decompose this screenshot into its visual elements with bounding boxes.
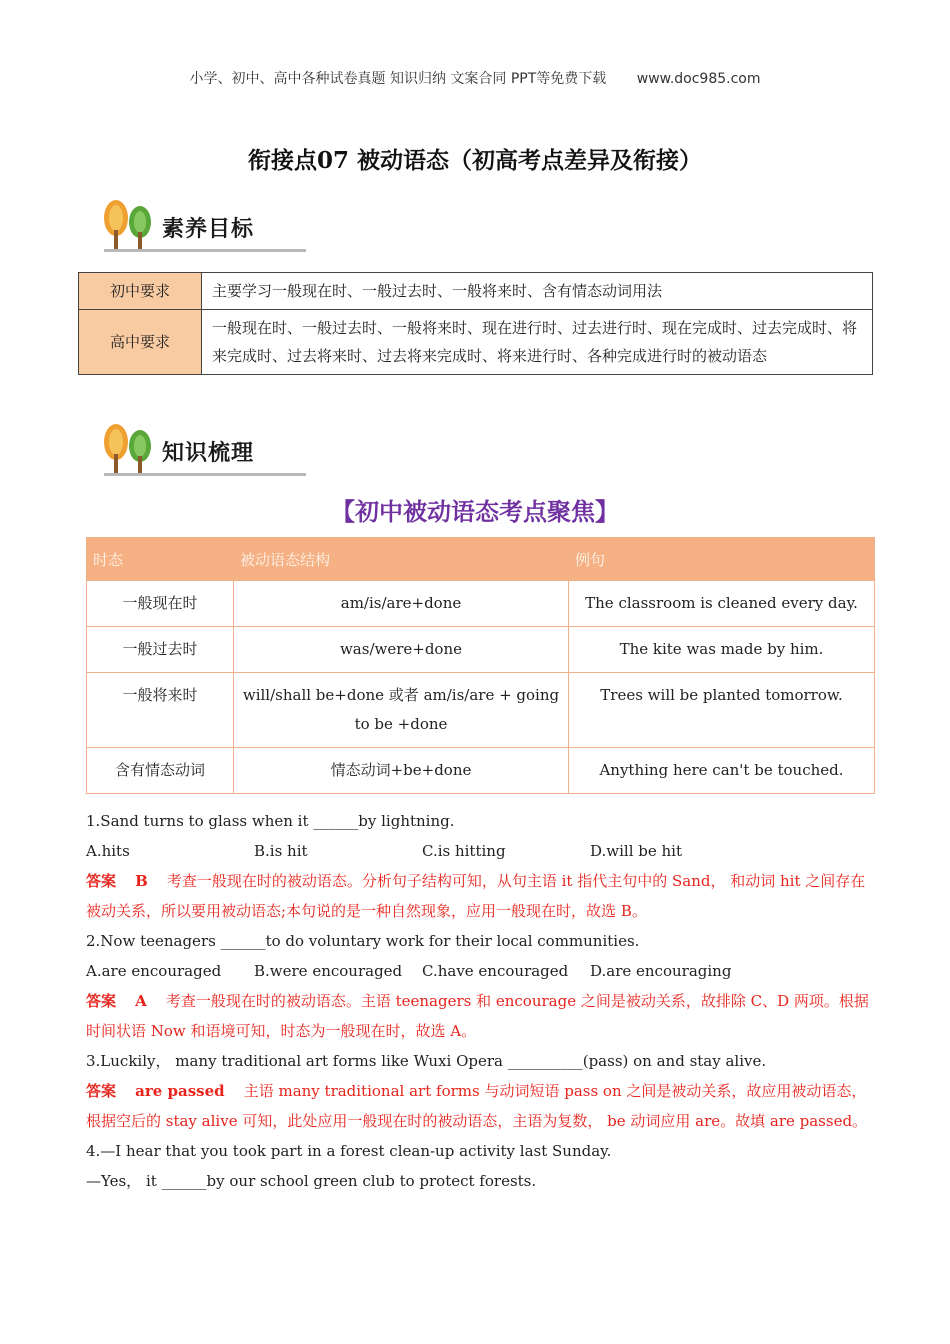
q4-line2: —Yes， it ______by our school green club to protect forests. [86,1172,537,1190]
badge-goals [96,196,306,260]
table-row [87,673,875,748]
cell-structure: will/shall be+done 或者 am/is/are + going to be +done [234,673,569,748]
badge-underline [104,249,306,252]
col-header-structure: 被动语态结构 [234,538,569,581]
q2-stem: 2.Now teenagers ______to do voluntary work for their local communities. [86,932,640,950]
goals-table [78,272,873,375]
header-text: 小学、初中、高中各种试卷真题 知识归纳 文案合同 PPT等免费下载 [189,71,607,87]
q3-answer [86,1076,876,1136]
answer-label: 答案 [86,992,117,1010]
badge-underline [104,473,306,476]
cell-example: Trees will be planted tomorrow. [569,673,875,748]
table-header-row [87,538,875,581]
q2-answer [86,986,876,1046]
q1-option-a: A.hits [86,842,130,860]
q1-answer [86,866,876,926]
badge-knowledge [96,420,306,484]
q2-option-c: C.have encouraged [422,962,569,980]
table-row [79,273,873,310]
cell-example: Anything here can't be touched. [569,748,875,794]
q2-option-a: A.are encouraged [86,962,222,980]
answer-explanation: 主语 many traditional art forms 与动词短语 pass on 之间是被动关系，故应用被动语态，根据空后的 stay alive 可知，此处应用一般现在时的被动语态，主语为复数， be 动词应用 are。故填 are passed。 [86,1082,868,1130]
section-heading: 【初中被动语态考点聚焦】 [331,497,619,526]
table-row [87,627,875,673]
q1-option-b: B.is hit [254,842,308,860]
answer-value: A [135,992,147,1010]
page-header [0,68,950,88]
answer-value: B [135,872,148,890]
goals-label-senior: 高中要求 [79,310,202,375]
answer-value: are passed [135,1082,225,1100]
cell-example: The classroom is cleaned every day. [569,581,875,627]
goals-label-junior: 初中要求 [79,273,202,310]
q2-options [86,956,876,986]
table-row [79,310,873,375]
cell-tense: 含有情态动词 [87,748,234,794]
questions-section [86,806,876,1196]
col-header-example: 例句 [569,538,875,581]
badge-goals-label: 素养目标 [162,217,255,242]
q3-stem: 3.Luckily， many traditional art forms like Wuxi Opera __________(pass) on and stay alive. [86,1052,767,1070]
q1-stem: 1.Sand turns to glass when it ______by lightning. [86,812,455,830]
answer-label: 答案 [86,872,117,890]
q2-option-b: B.were encouraged [254,962,403,980]
goals-text-junior: 主要学习一般现在时、一般过去时、一般将来时、含有情态动词用法 [202,273,873,310]
q1-options [86,836,876,866]
q1-option-c: C.is hitting [422,842,506,860]
q2-option-d: D.are encouraging [590,962,732,980]
cell-example: The kite was made by him. [569,627,875,673]
cell-tense: 一般将来时 [87,673,234,748]
header-url[interactable]: www.doc985.com [636,71,761,87]
table-row [87,581,875,627]
q4-line1: 4.—I hear that you took part in a forest clean-up activity last Sunday. [86,1142,612,1160]
cell-structure: am/is/are+done [234,581,569,627]
answer-explanation: 考查一般现在时的被动语态。主语 teenagers 和 encourage 之间是被动关系，故排除 C、D 两项。根据时间状语 Now 和语境可知，时态为一般现在时，故选 A。 [86,992,869,1040]
cell-tense: 一般过去时 [87,627,234,673]
cell-tense: 一般现在时 [87,581,234,627]
cell-structure: was/were+done [234,627,569,673]
answer-explanation: 考查一般现在时的被动语态。分析句子结构可知，从句主语 it 指代主句中的 Sand， 和动词 hit 之间存在被动关系，所以要用被动语态;本句说的是一种自然现象，应用一般现在时，故选 B。 [86,872,866,920]
passive-table [86,537,875,794]
answer-label: 答案 [86,1082,117,1100]
badge-knowledge-label: 知识梳理 [162,441,255,466]
col-header-tense: 时态 [87,538,234,581]
page-title: 衔接点07 被动语态（初高考点差异及衔接） [247,147,702,174]
table-row [87,748,875,794]
goals-text-senior: 一般现在时、一般过去时、一般将来时、现在进行时、过去进行时、现在完成时、过去完成时、将来完成时、过去将来时、过去将来完成时、将来进行时、各种完成进行时的被动语态 [202,310,873,375]
cell-structure: 情态动词+be+done [234,748,569,794]
q1-option-d: D.will be hit [590,842,682,860]
